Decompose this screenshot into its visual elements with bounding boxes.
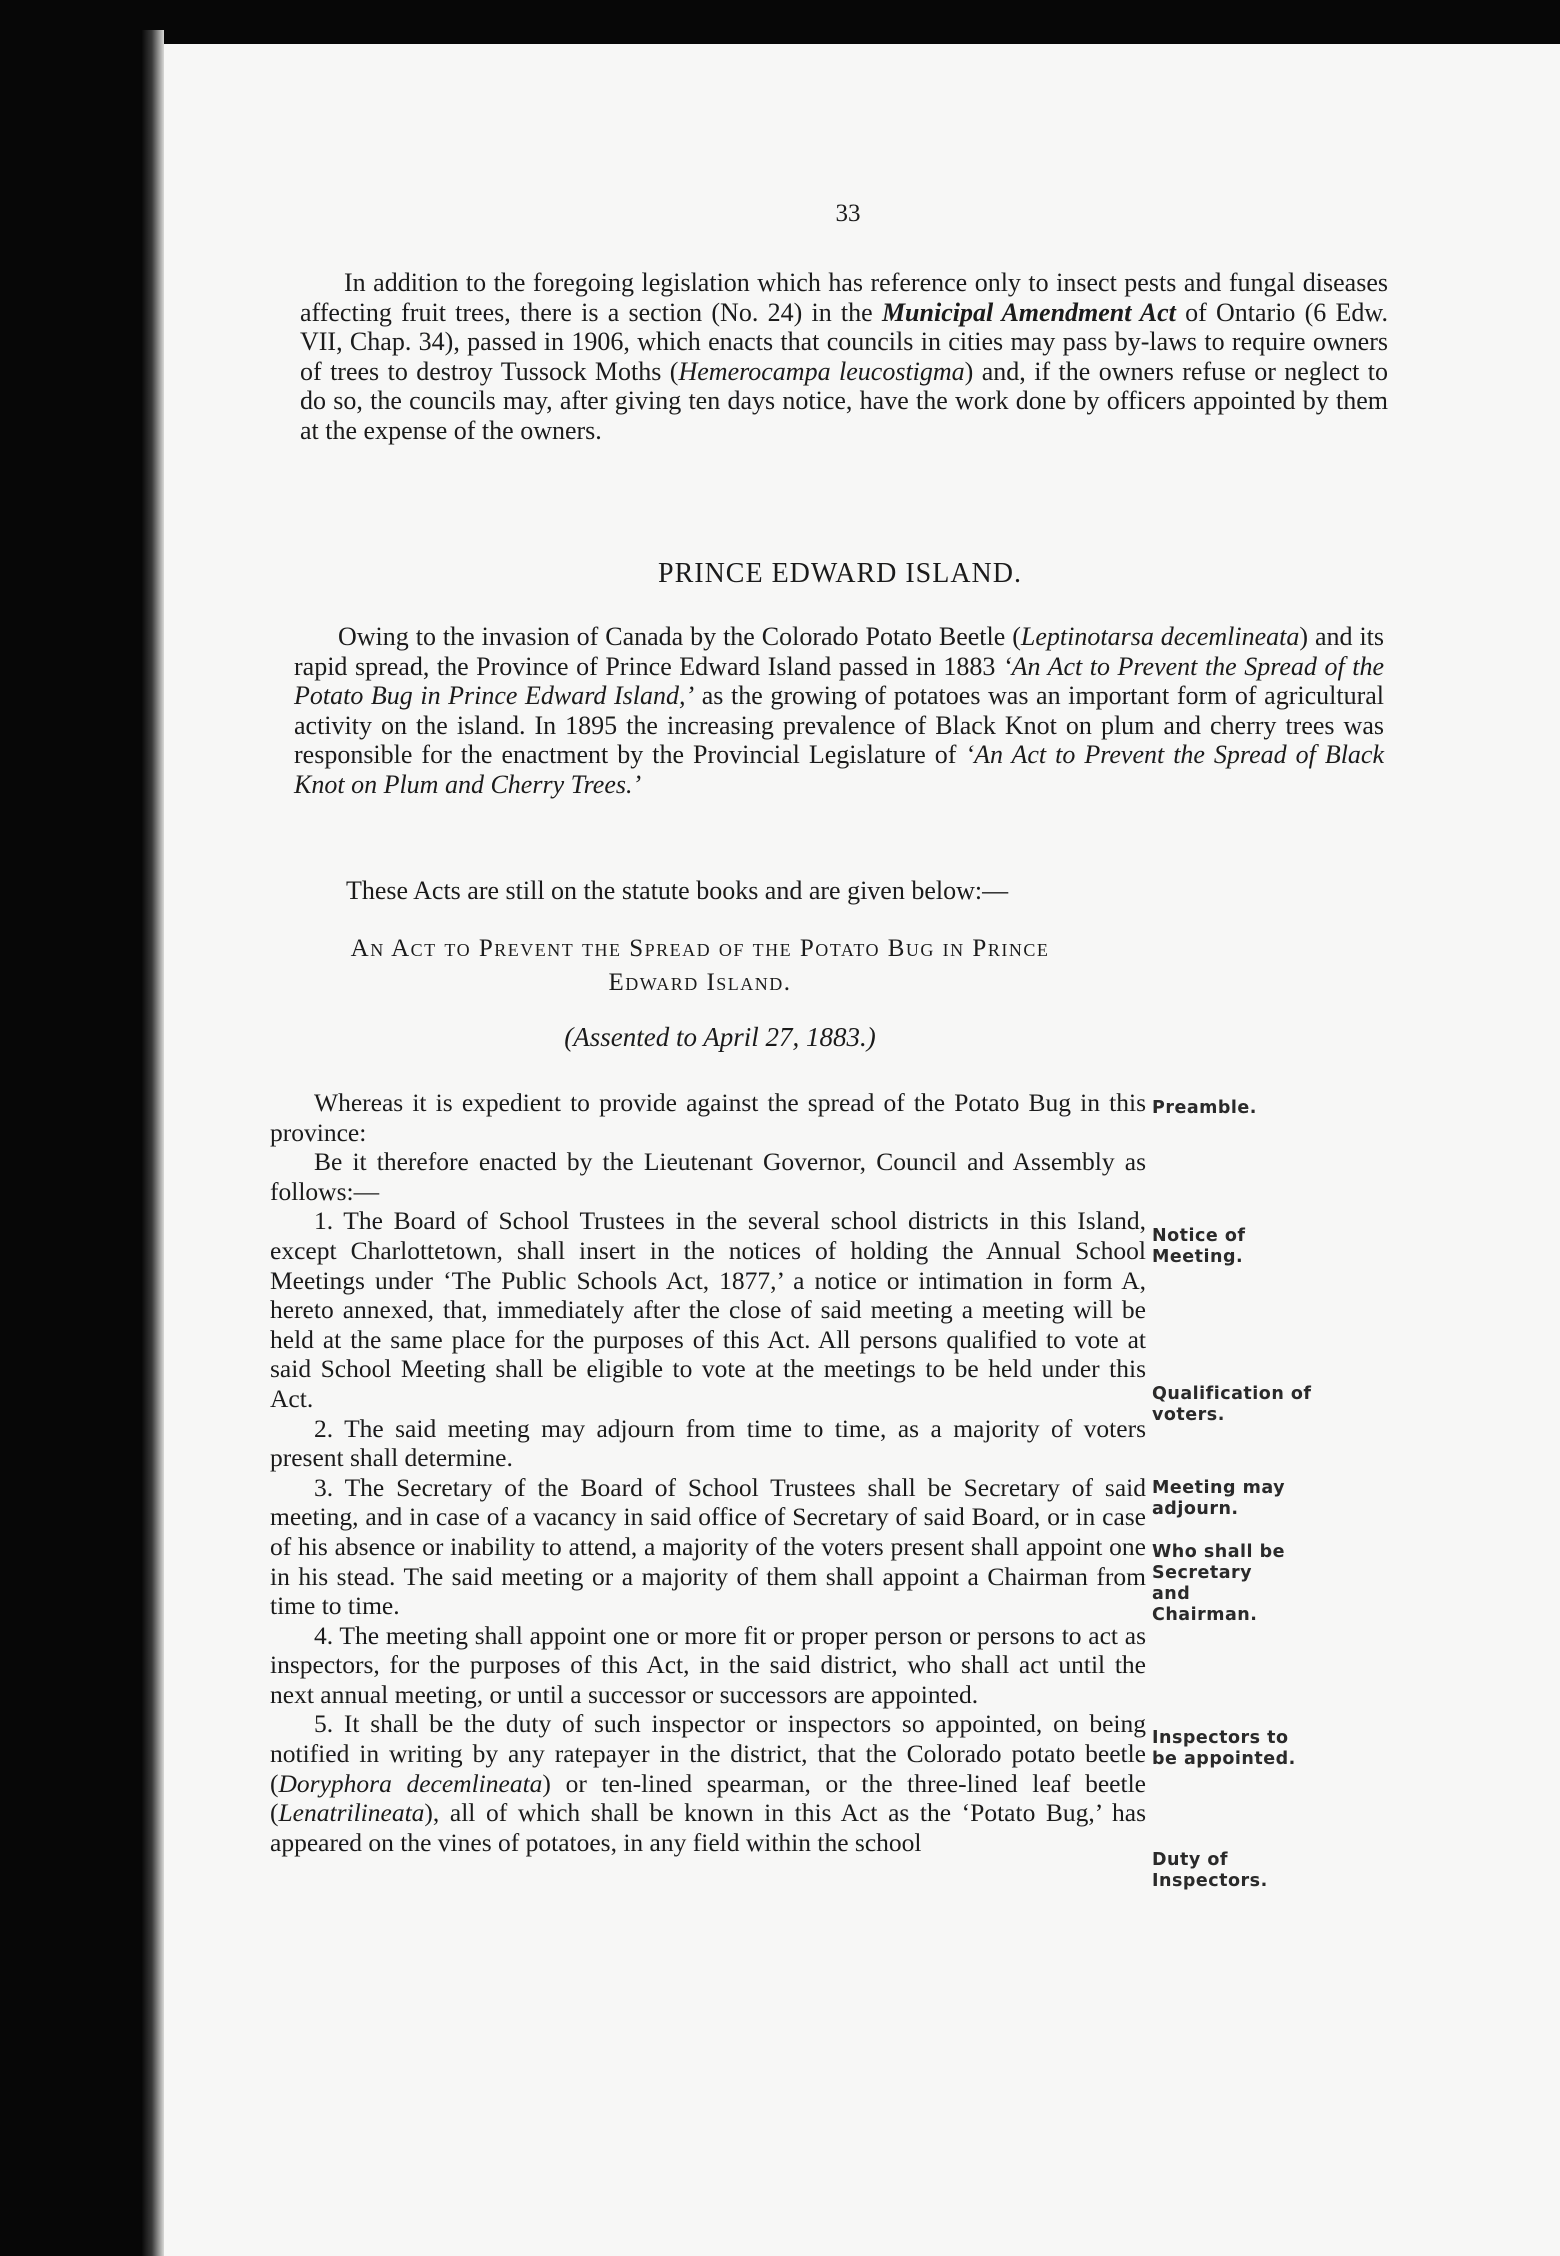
- section-5-text-2: ) or ten-lined spearman, or the three-lined leaf beetle (: [270, 1768, 1146, 1828]
- pei-act-potato: ‘An Act to Prevent the Spread of the Potato Bug in Prince Edward Island,’: [294, 651, 1385, 710]
- pei-species: Leptinotarsa decemlineata: [1020, 622, 1300, 651]
- intro-species: Hemerocampa leucostigma: [678, 356, 965, 386]
- intro-paragraph: [300, 268, 1388, 445]
- assent-date: (Assented to April 27, 1883.): [564, 1022, 876, 1052]
- section-heading: PRINCE EDWARD ISLAND.: [658, 558, 1022, 589]
- margin-note-secretary: Who shall be Secretary and Chairman.: [1152, 1542, 1286, 1625]
- enacting-paragraph: Be it therefore enacted by the Lieutenant Governor, Council and Assembly as follows:—: [270, 1147, 1146, 1206]
- intro-act-name: Municipal Amendment Act: [881, 297, 1176, 327]
- section-5-text-3: ), all of which shall be known in this Act as the ‘Potato Bug,’ has appeared on the vines of potatoes, in any field within the school: [270, 1798, 1146, 1857]
- margin-note-notice: Notice of Meeting.: [1152, 1226, 1246, 1267]
- statute-note: These Acts are still on the statute books and are given below:—: [346, 876, 1009, 905]
- intro-text-1: In addition to the foregoing legislation which has reference only to insect pests and fungal diseases affecting fruit trees, there is a section (No. 24) in the: [300, 268, 1388, 327]
- act-title-line-1: An Act to Prevent the Spread of the Potato Bug in Prince: [350, 935, 1050, 962]
- section-4: 4. The meeting shall appoint one or more fit or proper person or persons to act as inspectors, for the purposes of this Act, in the said district, who shall act until the next annual meeting, or until a successor or successors are appointed.: [270, 1620, 1146, 1709]
- pei-text-2: ) and its rapid spread, the Province of Prince Edward Island passed in 1883: [294, 622, 1385, 681]
- margin-note-qualification: Qualification of voters.: [1152, 1384, 1312, 1425]
- intro-text-3: ) and, if the owners refuse or neglect to do so, the councils may, after giving ten days notice, have the work done by officers appointed by them at the expense of the owners.: [300, 356, 1389, 445]
- margin-note-adjourn: Meeting may adjourn.: [1152, 1478, 1286, 1519]
- section-5-text-1: 5. It shall be the duty of such inspector or inspectors so appointed, on being notified in writing by any ratepayer in the district, that the Colorado potato beetle (: [270, 1709, 1146, 1798]
- margin-note-duty: Duty of Inspectors.: [1152, 1850, 1268, 1891]
- act-title-line-2: Edward Island.: [608, 969, 792, 996]
- act-title: [260, 932, 1140, 1000]
- pei-paragraph: [294, 622, 1384, 799]
- book-spine: [142, 30, 164, 2256]
- act-body: [270, 1088, 1146, 1857]
- section-5-species-1: Doryphora decemlineata: [278, 1768, 543, 1798]
- margin-note-preamble: Preamble.: [1152, 1098, 1257, 1118]
- section-2: 2. The said meeting may adjourn from time to time, as a majority of voters present shall determine.: [270, 1413, 1146, 1473]
- pei-text-3: as the growing of potatoes was an important form of agricultural activity on the island. In 1895 the increasing prevalence of Black Knot on plum and cherry trees was responsible for the enactment by the Provincial Legislature of: [294, 681, 1385, 769]
- section-1: 1. The Board of School Trustees in the several school districts in this Island, except Charlottetown, shall insert in the notices of holding the Annual School Meetings under ‘The Public Schools Act, 1877,’ a notice or intimation in form A, hereto annexed, that, immediately after the close of said meeting a meeting will be held at the same place for the purposes of this Act. All persons qualified to vote at said School Meeting shall be eligible to vote at the meetings to be held under this Act.: [270, 1206, 1146, 1413]
- pei-text-1: Owing to the invasion of Canada by the Colorado Potato Beetle (: [338, 622, 1021, 651]
- intro-text-2: of Ontario (6 Edw. VII, Chap. 34), passed in 1906, which enacts that councils in cities may pass by-laws to require owners of trees to destroy Tussock Moths (: [300, 297, 1389, 386]
- pei-act-black-knot: ‘An Act to Prevent the Spread of Black Knot on Plum and Cherry Trees.’: [294, 740, 1385, 799]
- section-5: [270, 1709, 1146, 1857]
- margin-note-inspectors: Inspectors to be appointed.: [1152, 1728, 1296, 1769]
- page-number: 33: [835, 200, 861, 227]
- section-5-species-2: Lenatrilineata: [278, 1798, 425, 1828]
- section-3: 3. The Secretary of the Board of School Trustees shall be Secretary of said meeting, and in case of a vacancy in said office of Secretary of said Board, or in case of his absence or inability to attend, a majority of the voters present shall appoint one in his stead. The said meeting or a majority of them shall appoint a Chairman from time to time.: [270, 1472, 1146, 1621]
- preamble-paragraph: Whereas it is expedient to provide against the spread of the Potato Bug in this province:: [270, 1088, 1146, 1147]
